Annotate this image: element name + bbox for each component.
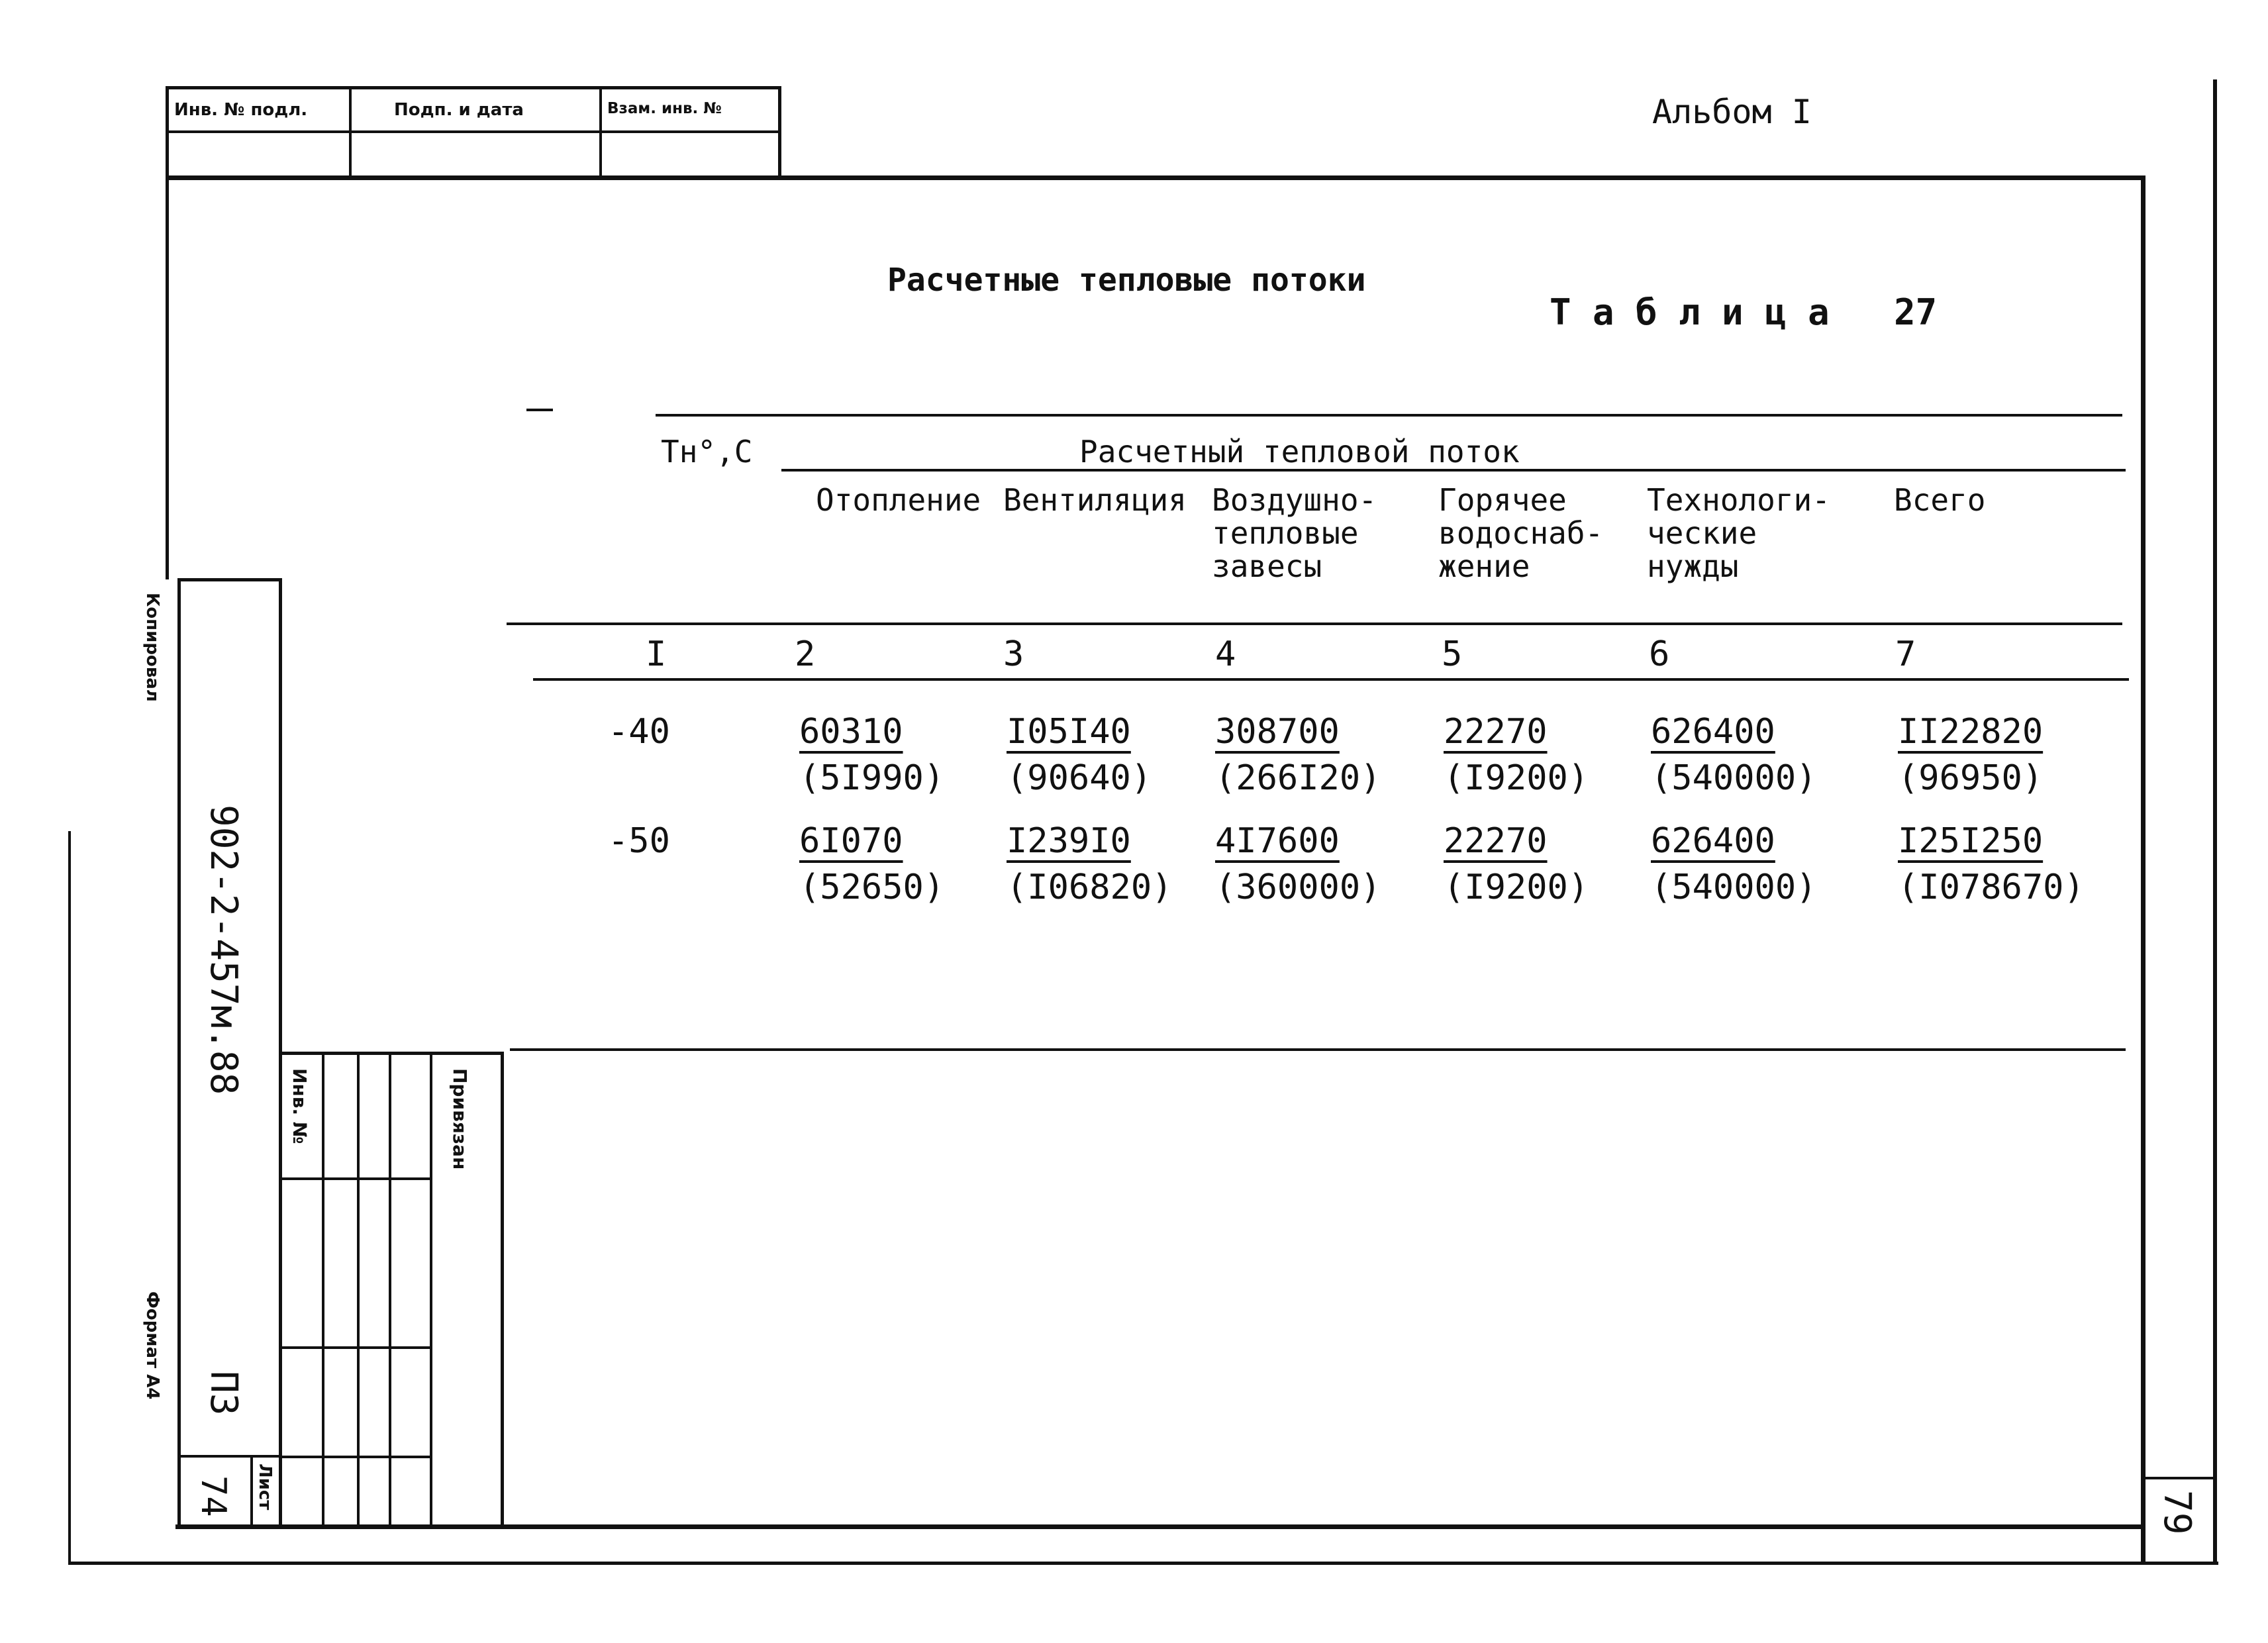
temperature-header: Тн°,С (661, 434, 753, 470)
col-number: 4 (1215, 634, 1236, 674)
sheet-number: 74 (193, 1475, 233, 1517)
stamp-podp-data: Подп. и дата (394, 100, 524, 120)
binding-stamp (279, 1052, 504, 1528)
page-title: Расчетные тепловые потоки (887, 262, 1366, 299)
numbers-rule (533, 678, 2129, 681)
inv-no-label: Инв. № (289, 1068, 311, 1144)
table-cell-subvalue: (I9200) (1444, 758, 1589, 798)
format-label: Формат А4 (142, 1291, 162, 1400)
group-header: Расчетный тепловой поток (1079, 434, 1520, 470)
section-code: ПЗ (202, 1371, 245, 1416)
col-number: I (646, 634, 667, 674)
table-cell-value: 308700 (1215, 712, 1340, 752)
header-rule (507, 622, 2122, 625)
col-header-air-curtains: Воздушно- тепловые завесы (1212, 482, 1377, 584)
table-cell-value: II22820 (1898, 712, 2044, 752)
album-label: Альбом I (1652, 93, 1812, 131)
table-cell-subvalue: (360000) (1215, 868, 1381, 907)
table-cell-value: 60310 (799, 712, 903, 752)
table-cell-value: 22270 (1444, 821, 1548, 861)
stamp-inv-podl: Инв. № подл. (174, 100, 308, 120)
outer-left (68, 831, 71, 1565)
doc-code: 902-2-457м.88 (202, 805, 245, 1095)
stamp-vzam-inv: Взам. инв. № (607, 100, 722, 117)
table-cell-value: 4I7600 (1215, 821, 1340, 861)
outer-right (2213, 79, 2217, 1565)
col-header-total: Всего (1894, 482, 1986, 518)
table-cell-subvalue: (I06820) (1007, 868, 1173, 907)
page-number: 79 (2155, 1490, 2198, 1535)
table-bottom-rule (510, 1048, 2126, 1051)
outer-bottom (70, 1562, 2218, 1565)
sidebar-list-divider (177, 1455, 282, 1458)
table-cell-subvalue: (5I990) (799, 758, 945, 798)
table-cell-subvalue: (96950) (1898, 758, 2044, 798)
col-number: 5 (1442, 634, 1463, 674)
table-cell-value: I05I40 (1007, 712, 1131, 752)
table-cell-value: 626400 (1651, 821, 1775, 861)
table-cell-subvalue: (I078670) (1898, 868, 2085, 907)
table-cell-subvalue: (540000) (1651, 758, 1817, 798)
col-number: 7 (1895, 634, 1916, 674)
sheet-label: Лист (255, 1464, 275, 1511)
sidebar-list-vert (250, 1455, 253, 1528)
frame-right (2141, 175, 2145, 1562)
table-cell-subvalue: (I9200) (1444, 868, 1589, 907)
row-temperature: -50 (608, 821, 670, 861)
kopiroval-label: Копировал (142, 593, 162, 702)
sidebar-left (177, 578, 181, 1528)
col-header-technological: Технологи- ческие нужды (1647, 482, 1830, 584)
col-header-hot-water: Горячее водоснаб- жение (1438, 482, 1604, 584)
privyazan-label: Привязан (449, 1068, 471, 1170)
table-cell-subvalue: (540000) (1651, 868, 1817, 907)
table-cell-value: I239I0 (1007, 821, 1131, 861)
approval-stamp (166, 86, 781, 179)
col-number: 3 (1003, 634, 1024, 674)
col-header-heating: Отопление (816, 482, 981, 518)
page-number-box-top (2145, 1477, 2215, 1479)
table-rule-top (656, 414, 2122, 417)
col-header-ventilation: Вентиляция (1003, 482, 1187, 518)
table-cell-value: 6I070 (799, 821, 903, 861)
col-number: 2 (795, 634, 816, 674)
col-number: 6 (1649, 634, 1670, 674)
table-cell-subvalue: (266I20) (1215, 758, 1381, 798)
table-label: Т а б л и ц а 27 (1550, 291, 1938, 333)
table-cell-subvalue: (90640) (1007, 758, 1152, 798)
row-temperature: -40 (608, 712, 670, 752)
table-rule-top-dash (526, 409, 553, 411)
sidebar-top (177, 578, 280, 581)
table-cell-value: 626400 (1651, 712, 1775, 752)
table-cell-value: 22270 (1444, 712, 1548, 752)
table-cell-value: I25I250 (1898, 821, 2044, 861)
table-cell-subvalue: (52650) (799, 868, 945, 907)
